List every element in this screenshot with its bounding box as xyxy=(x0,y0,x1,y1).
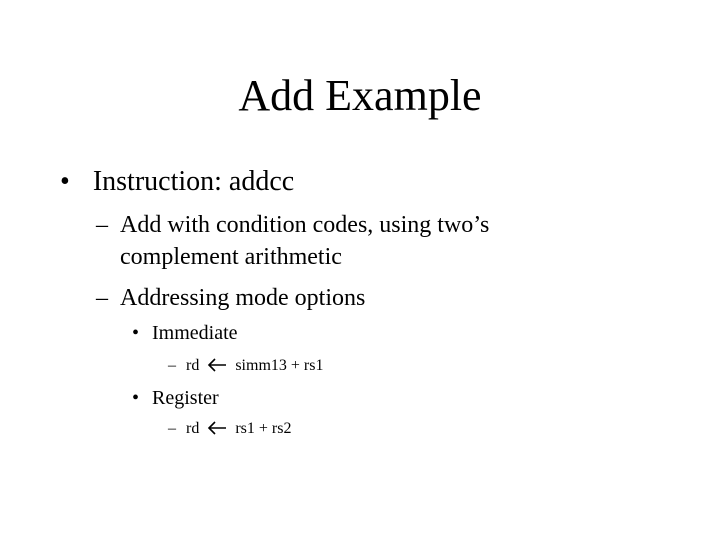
bullet-instruction xyxy=(60,166,294,198)
left-arrow-icon xyxy=(207,358,227,372)
formula-register xyxy=(168,419,291,439)
bullet-text: Add with condition codes, using two’s xyxy=(120,212,490,238)
sub-bullet-addressing-modes xyxy=(96,283,365,313)
sub-sub-bullet-register xyxy=(132,385,219,411)
bullet-text: Register xyxy=(152,387,219,409)
bullet-marker: – xyxy=(96,212,108,238)
bullet-marker: • xyxy=(60,166,70,197)
bullet-marker: – xyxy=(168,357,176,374)
slide-title: Add Example xyxy=(238,71,482,120)
sub-sub-bullet-immediate xyxy=(132,320,238,346)
formula-rhs: simm13 + rs1 xyxy=(235,357,324,374)
left-arrow-icon xyxy=(207,421,227,435)
formula-rhs: rs1 + rs2 xyxy=(235,420,292,437)
bullet-text: complement arithmetic xyxy=(120,244,342,270)
bullet-text: Instruction: addcc xyxy=(92,166,295,197)
bullet-marker: – xyxy=(96,285,108,311)
formula-lhs: rd xyxy=(186,357,200,374)
bullet-marker: • xyxy=(132,387,140,409)
bullet-text: Addressing mode options xyxy=(120,285,366,311)
formula-lhs: rd xyxy=(186,420,200,437)
sub-bullet-continuation xyxy=(120,242,342,272)
sub-bullet-add-with-condition-codes xyxy=(96,210,489,240)
bullet-text: Immediate xyxy=(152,322,238,344)
bullet-marker: • xyxy=(132,322,140,344)
formula-immediate xyxy=(168,356,323,376)
bullet-marker: – xyxy=(168,420,176,437)
